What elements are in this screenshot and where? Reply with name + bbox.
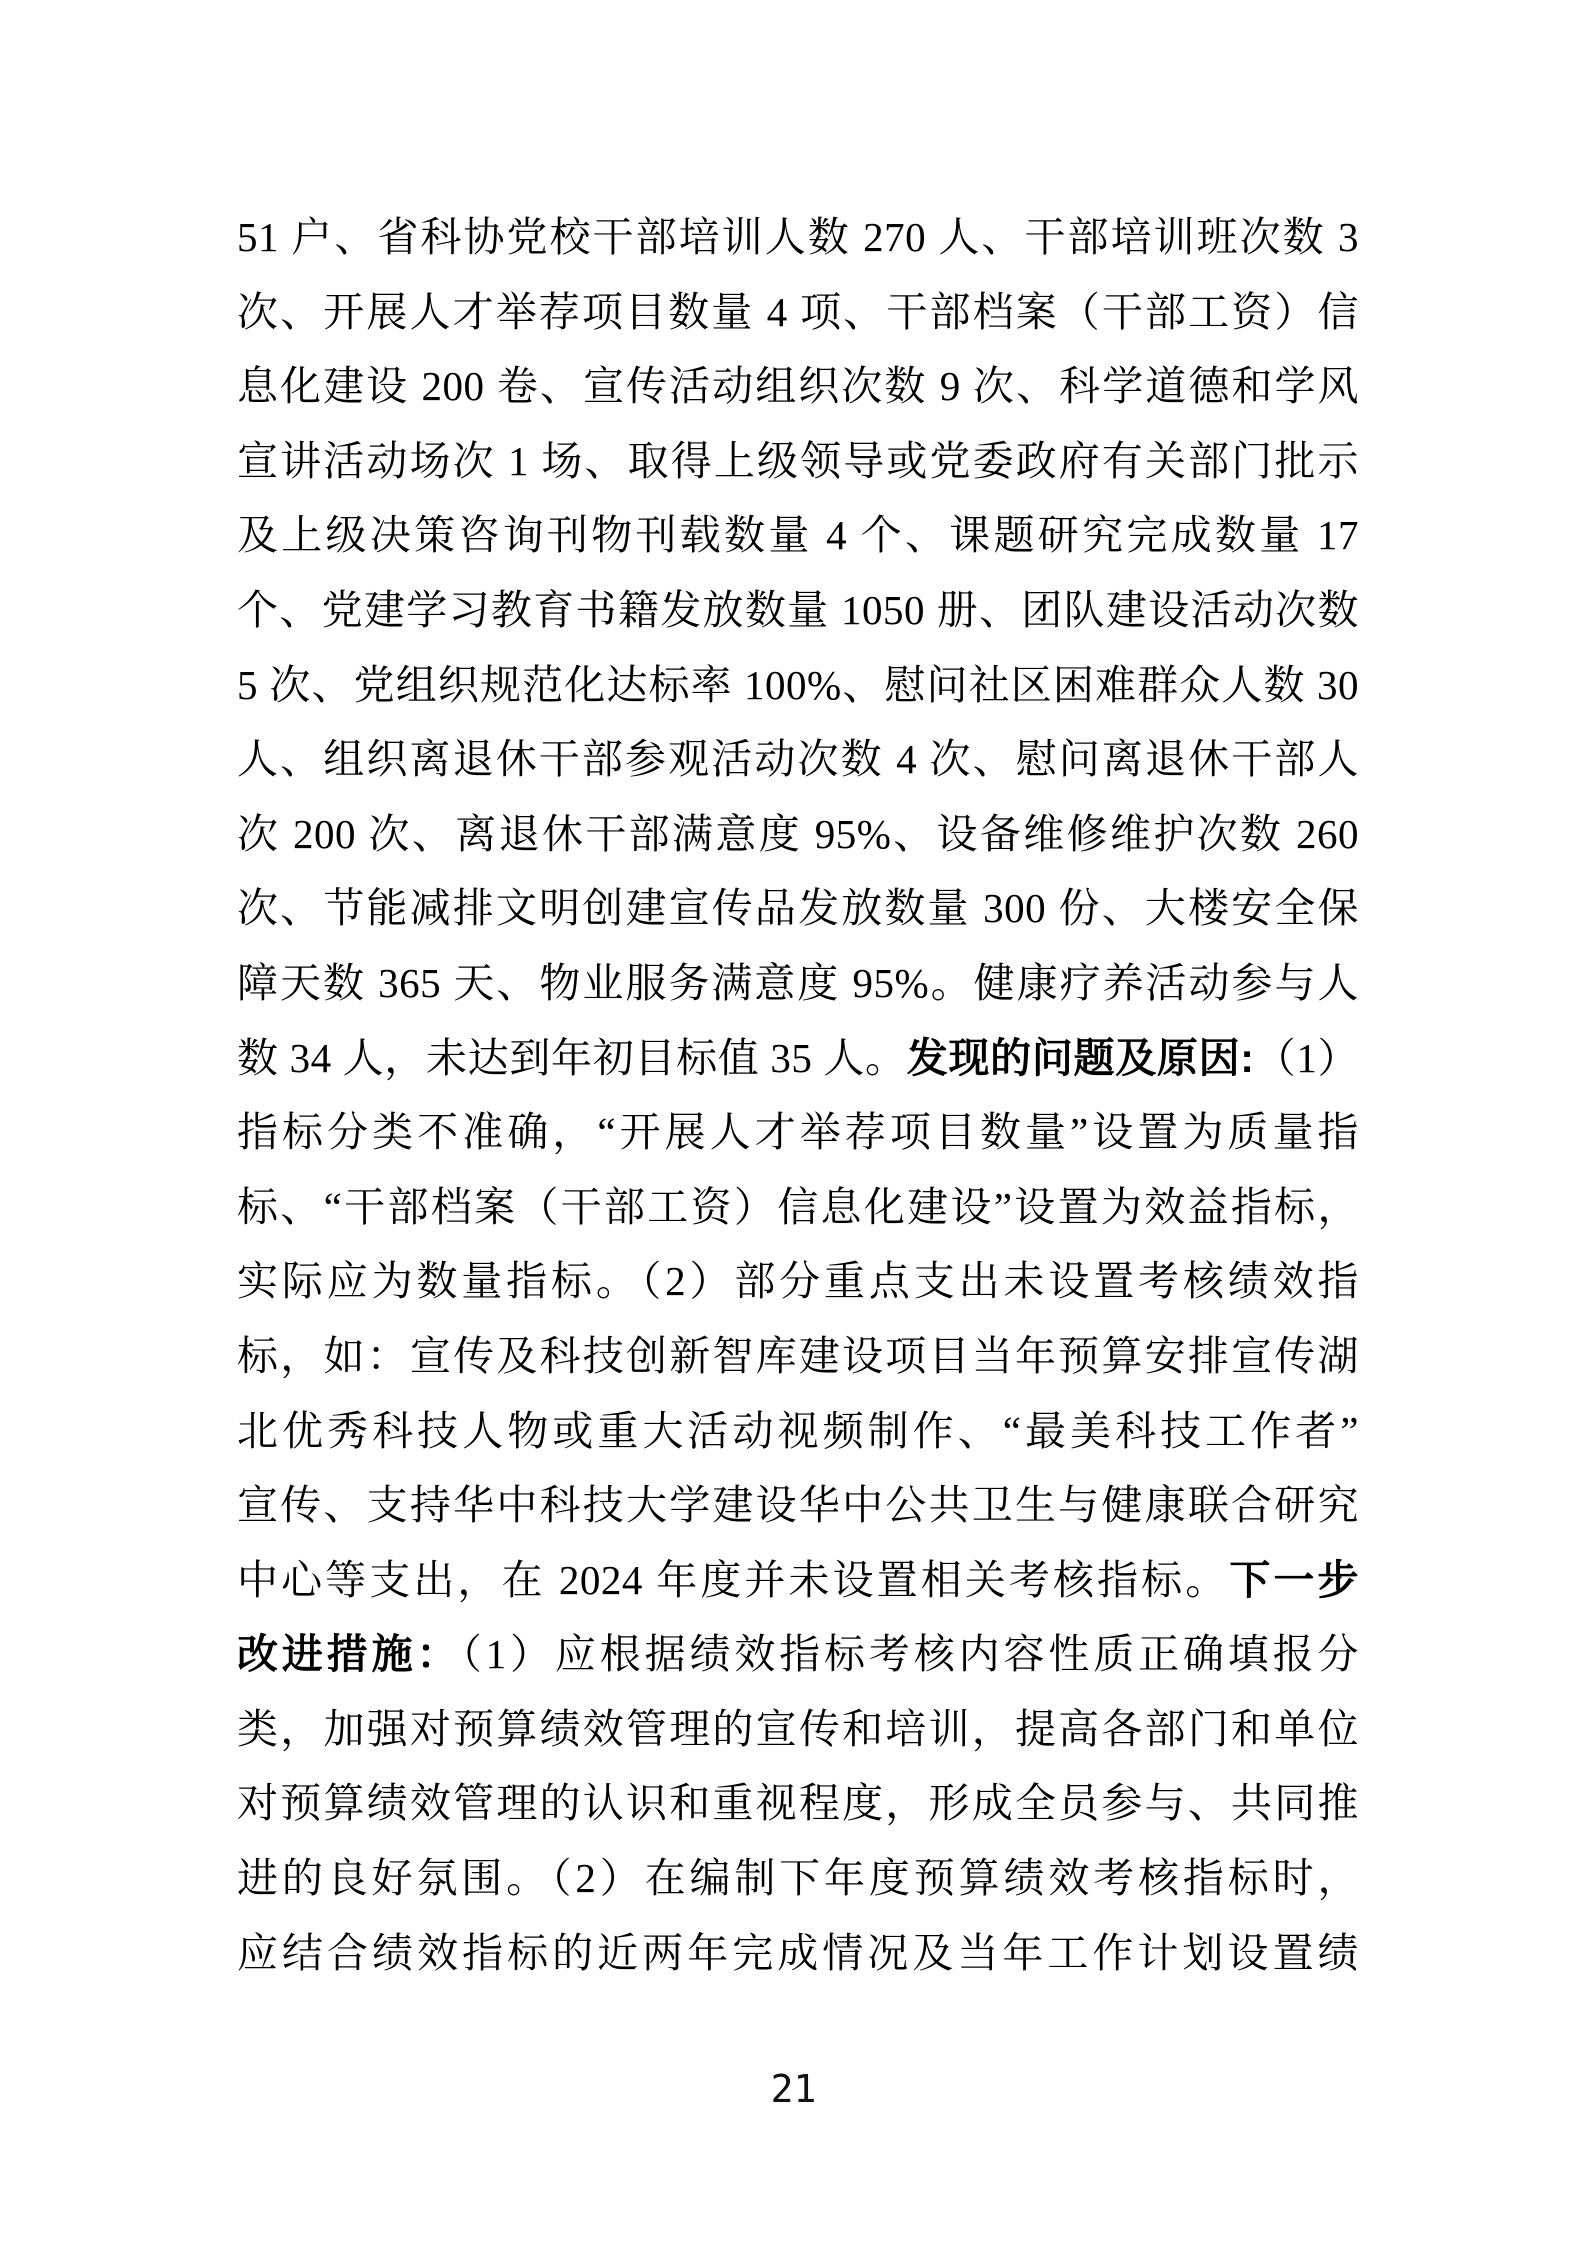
line-text: 息化建设 200 卷、宣传活动组织次数 9 次、科学道德和学风 (237, 363, 1359, 410)
body-text-line (237, 1692, 1359, 1767)
line-text: 次、节能减排文明创建宣传品发放数量 300 份、大楼安全保 (237, 885, 1359, 932)
body-text-line (237, 1617, 1359, 1692)
line-text: 人、组织离退休干部参观活动次数 4 次、慰问离退休干部人 (237, 736, 1359, 783)
inline-bold-heading-next-step: 下一步 (1229, 1556, 1359, 1603)
body-text-line (237, 1841, 1359, 1916)
line-text: 次、开展人才举荐项目数量 4 项、干部档案（干部工资）信 (237, 288, 1359, 335)
line-text: 宣讲活动场次 1 场、取得上级领导或党委政府有关部门批示 (237, 437, 1359, 484)
line-text: 数 34 人，未达到年初目标值 35 人。 (237, 1034, 907, 1081)
line-text: 实际应为数量指标。（2）部分重点支出未设置考核绩效指 (237, 1258, 1359, 1305)
line-text: 中心等支出，在 2024 年度并未设置相关考核指标。 (237, 1556, 1230, 1603)
body-text-line (237, 1021, 1359, 1096)
body-text-line (237, 1468, 1359, 1543)
line-text: 类，加强对预算绩效管理的宣传和培训，提高各部门和单位 (237, 1705, 1359, 1752)
line-text: 应结合绩效指标的近两年完成情况及当年工作计划设置绩 (237, 1929, 1359, 1976)
body-text-line (237, 1170, 1359, 1245)
page-number: 21 (770, 2067, 817, 2111)
body-text-line (237, 1095, 1359, 1170)
line-text: 进的良好氛围。（2）在编制下年度预算绩效考核指标时， (237, 1855, 1359, 1902)
line-text: 标，如：宣传及科技创新智库建设项目当年预算安排宣传湖 (237, 1332, 1359, 1379)
line-text: 5 次、党组织规范化达标率 100%、慰问社区困难群众人数 30 (237, 661, 1359, 708)
body-text-line (237, 871, 1359, 946)
line-text: 次 200 次、离退休干部满意度 95%、设备维修维护次数 260 (237, 810, 1359, 857)
line-text: （1）应根据绩效指标考核内容性质正确填报分 (461, 1631, 1359, 1678)
body-text-line (237, 349, 1359, 424)
body-text-line (237, 200, 1359, 275)
body-text-line (237, 648, 1359, 723)
body-text-line (237, 797, 1359, 872)
body-text-line (237, 722, 1359, 797)
body-text-line (237, 275, 1359, 350)
body-text-line (237, 573, 1359, 648)
body-text-line (237, 1244, 1359, 1319)
body-text-line (237, 1394, 1359, 1469)
inline-bold-heading-problems-causes: 发现的问题及原因: (906, 1034, 1255, 1081)
body-text-block (237, 200, 1359, 1990)
inline-bold-heading-improvement-measures: 改进措施： (237, 1631, 462, 1678)
body-text-line (237, 424, 1359, 499)
line-text: 北优秀科技人物或重大活动视频制作、“最美科技工作者” (237, 1407, 1359, 1454)
line-text: 指标分类不准确，“开展人才举荐项目数量”设置为质量指 (237, 1109, 1359, 1156)
body-text-line (237, 1766, 1359, 1841)
body-text-line (237, 946, 1359, 1021)
line-text: （1） (1254, 1034, 1359, 1081)
line-text: 宣传、支持华中科技大学建设华中公共卫生与健康联合研究 (237, 1482, 1359, 1529)
line-text: 障天数 365 天、物业服务满意度 95%。健康疗养活动参与人 (237, 959, 1359, 1006)
line-text: 及上级决策咨询刊物刊载数量 4 个、课题研究完成数量 17 (237, 512, 1359, 559)
line-text: 对预算绩效管理的认识和重视程度，形成全员参与、共同推 (237, 1780, 1359, 1827)
body-text-line (237, 1916, 1359, 1991)
body-text-line (237, 1543, 1359, 1618)
body-text-line (237, 498, 1359, 573)
line-text: 51 户、省科协党校干部培训人数 270 人、干部培训班次数 3 (237, 214, 1359, 260)
body-text-line (237, 1319, 1359, 1394)
line-text: 个、党建学习教育书籍发放数量 1050 册、团队建设活动次数 (237, 586, 1359, 633)
line-text: 标、“干部档案（干部工资）信息化建设”设置为效益指标， (237, 1183, 1359, 1230)
